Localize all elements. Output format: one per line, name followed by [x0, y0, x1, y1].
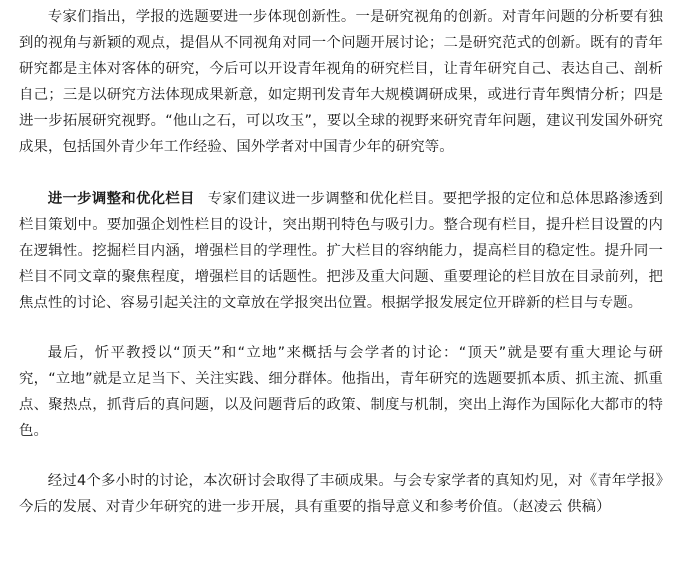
paragraph-columns	[19, 186, 663, 316]
paragraph-spacer	[19, 160, 663, 186]
paragraph-innovation: 专家们指出，学报的选题要进一步体现创新性。一是研究视角的创新。对青年问题的分析要有独到的视角与新颖的观点，提倡从不同视角对同一个问题开展讨论；二是研究范式的创新。既有的青年研究都是主体对客体的研究，今后可以开设青年视角的研究栏目，让青年研究自己、表达自己、剖析自己；三是以研究方法体现成果新意，如定期刊发青年大规模调研成果，或进行青年舆情分析；四是进一步拓展研究视野。“他山之石，可以攻玉”，要以全球的视野来研究青年问题，建议刊发国外研究成果，包括国外青少年工作经验、国外学者对中国青少年的研究等。	[19, 9, 663, 155]
section-heading: 进一步调整和优化栏目	[47, 191, 195, 207]
paragraph-conclusion-remarks: 最后，忻平教授以“顶天”和“立地”来概括与会学者的讨论：“顶天”就是要有重大理论与研究，“立地”就是立足当下、关注实践、细分群体。他指出，青年研究的选题要抓本质、抓主流、抓重点、聚热点，抓背后的真问题，以及问题背后的政策、制度与机制，突出上海作为国际化大都市的特色。	[19, 345, 663, 439]
article-body	[19, 4, 663, 520]
paragraph-summary: 经过4个多小时的讨论，本次研讨会取得了丰硕成果。与会专家学者的真知灼见，对《青年学报》今后的发展、对青少年研究的进一步开展，具有重要的指导意义和参考价值。（赵凌云 供稿）	[19, 473, 663, 515]
paragraph-spacer	[19, 444, 663, 468]
paragraph-spacer	[19, 316, 663, 340]
paragraph-columns-text: 专家们建议进一步调整和优化栏目。要把学报的定位和总体思路渗透到栏目策划中。要加强企划性栏目的设计，突出期刊特色与吸引力。整合现有栏目，提升栏目设置的内在逻辑性。挖掘栏目内涵，增强栏目的学理性。扩大栏目的容纳能力，提高栏目的稳定性。提升同一栏目不同文章的聚焦程度，增强栏目的话题性。把涉及重大问题、重要理论的栏目放在目录前列，把焦点性的讨论、容易引起关注的文章放在学报突出位置。根据学报发展定位开辟新的栏目与专题。	[19, 191, 663, 311]
